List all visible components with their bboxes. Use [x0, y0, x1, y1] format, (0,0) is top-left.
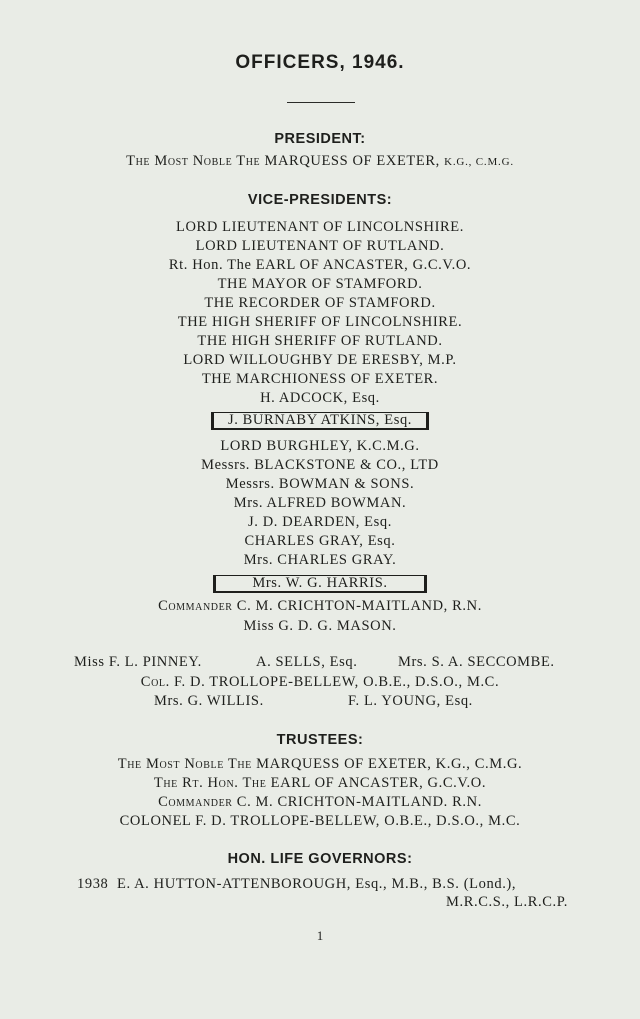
vp-line: J. D. DEARDEN, Esq. [248, 514, 392, 530]
vp-line: LORD LIEUTENANT OF RUTLAND. [195, 238, 445, 254]
president-postnominal: K.G., C.M.G. [444, 156, 514, 168]
vp-line: Rt. Hon. The EARL OF ANCASTER, G.C.V.O. [168, 257, 472, 273]
vp-line: Messrs. BOWMAN & SONS. [225, 476, 415, 492]
page-number: 1 [316, 928, 324, 943]
vp-line: H. ADCOCK, Esq. [260, 390, 380, 406]
president-heading: PRESIDENT: [274, 131, 366, 147]
vp-row-name: Mrs. S. A. SECCOMBE. [398, 654, 555, 670]
boxed-entry [0, 412, 640, 430]
vp-line: LORD LIEUTENANT OF LINCOLNSHIRE. [176, 219, 464, 235]
vp-line: THE HIGH SHERIFF OF RUTLAND. [197, 333, 443, 349]
title-rule [287, 102, 355, 103]
trustee-line: The Rt. Hon. The EARL OF ANCASTER, G.C.V.O. [153, 775, 487, 791]
vp-line: THE HIGH SHERIFF OF LINCOLNSHIRE. [177, 314, 463, 330]
vp-row-name: F. L. YOUNG, Esq. [348, 693, 473, 709]
boxed-name: Mrs. W. G. HARRIS. [213, 575, 426, 593]
vp-line: THE MARCHIONESS OF EXETER. [201, 371, 439, 387]
vp-line: Commander C. M. CRICHTON-MAITLAND, R.N. [158, 598, 482, 614]
vp-line: THE MAYOR OF STAMFORD. [217, 276, 423, 292]
vice-presidents-heading: VICE-PRESIDENTS: [247, 192, 393, 208]
governor-name: E. A. HUTTON-ATTENBOROUGH, Esq., M.B., B.S. (Lond.), [117, 876, 517, 892]
vp-line: THE RECORDER OF STAMFORD. [204, 295, 436, 311]
vp-line: Mrs. ALFRED BOWMAN. [233, 495, 407, 511]
vp-line: LORD WILLOUGHBY DE ERESBY, M.P. [183, 352, 457, 368]
life-governors-heading: HON. LIFE GOVERNORS: [227, 851, 413, 867]
governor-year: 1938 [77, 876, 109, 892]
trustee-line: Commander C. M. CRICHTON-MAITLAND. R.N. [158, 794, 482, 810]
trustees-heading: TRUSTEES: [276, 732, 364, 748]
trustee-line: COLONEL F. D. TROLLOPE-BELLEW, O.B.E., D.S.O., M.C. [119, 813, 521, 829]
boxed-name: J. BURNABY ATKINS, Esq. [211, 412, 429, 430]
vp-line: Messrs. BLACKSTONE & CO., LTD [201, 457, 439, 473]
president-line: The Most Noble The MARQUESS OF EXETER, [126, 153, 440, 169]
vp-line: LORD BURGHLEY, K.C.M.G. [220, 438, 420, 454]
vp-line: CHARLES GRAY, Esq. [244, 533, 396, 549]
vp-row-name: A. SELLS, Esq. [256, 654, 358, 670]
president-name [0, 153, 640, 170]
vp-row-name: Miss F. L. PINNEY. [74, 654, 202, 670]
trustee-line: The Most Noble The MARQUESS OF EXETER, K.G., C.M.G. [117, 756, 523, 772]
page-title: OFFICERS, 1946. [235, 52, 405, 73]
vp-row-name: Mrs. G. WILLIS. [154, 693, 264, 709]
boxed-entry [0, 575, 640, 593]
governor-name-cont: M.R.C.S., L.R.C.P. [445, 894, 568, 910]
vp-line: Mrs. CHARLES GRAY. [243, 552, 397, 568]
vp-line: Col. F. D. TROLLOPE-BELLEW, O.B.E., D.S.O., M.C. [140, 674, 500, 690]
vp-line: Miss G. D. G. MASON. [243, 618, 397, 634]
